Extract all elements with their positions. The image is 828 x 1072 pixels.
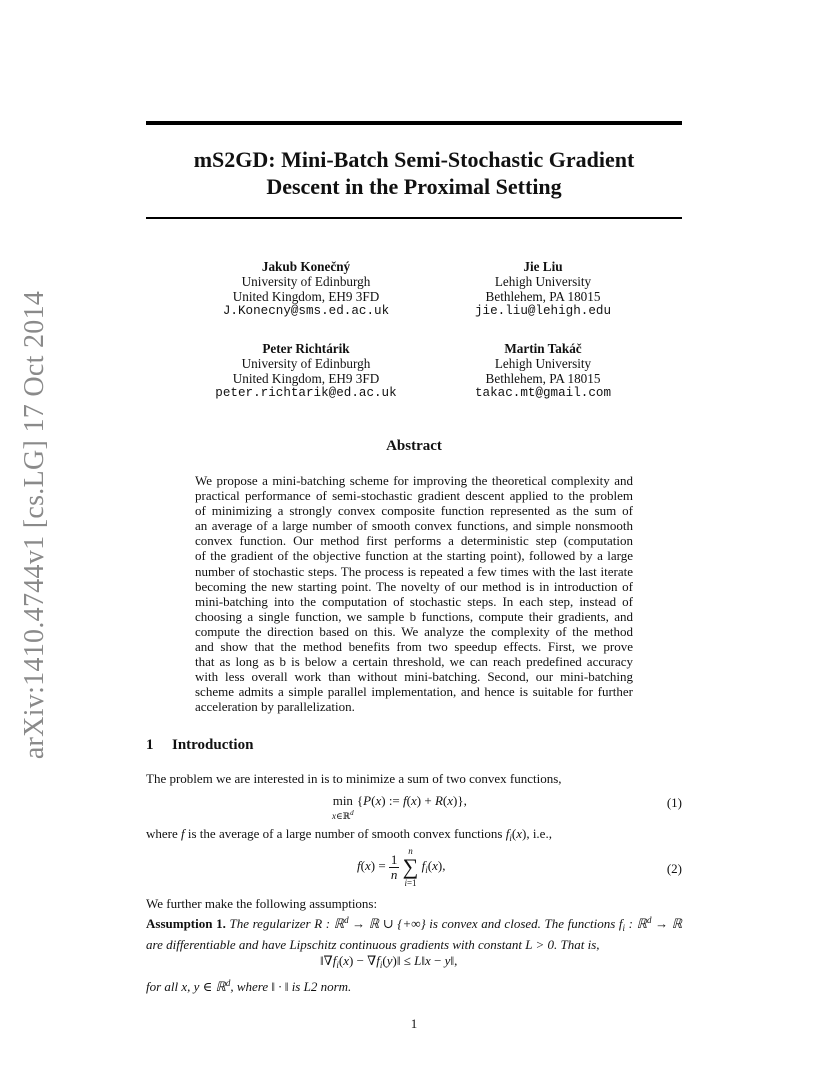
assumption-text: The regularizer R : ℝ [229, 916, 345, 931]
abstract-line: an average of a large number of smooth convex functions, and simple nonsmooth [195, 518, 633, 534]
author-email[interactable]: jie.liu@lehigh.edu [474, 304, 612, 318]
paper-title-line2: Descent in the Proximal Setting [266, 174, 562, 199]
author-address: United Kingdom, EH9 3FD [232, 371, 380, 386]
equation-1: min x∈ℝ$^d$ {P(x) := f(x) + R(x)}, [332, 793, 467, 821]
abstract-line: with less overall work than without mini-batching. Second, our mini-batching [195, 669, 633, 685]
assumption-text: , where ‖ · ‖ is L2 norm. [230, 979, 352, 994]
abstract-line: convex function. Our method first performs a deterministic step (computation [195, 533, 633, 549]
author-email[interactable]: J.Konecny@sms.ed.ac.uk [222, 304, 390, 318]
abstract-line: practical performance of semi-stochastic gradient descent applied to the problem [195, 488, 633, 504]
abstract-heading: Abstract [386, 438, 442, 454]
author-affiliation: Lehigh University [494, 356, 592, 371]
author-address: Bethlehem, PA 18015 [485, 371, 601, 386]
abstract-line: We propose a mini-batching scheme for improving the theoretical complexity and [195, 473, 633, 488]
abstract-line: number of stochastic steps. The process is repeated a few times with the last iterate [195, 563, 633, 579]
author-block [181, 341, 431, 401]
abstract-line: becoming the new starting point. The novelty of our method is in introduction of [195, 578, 633, 594]
assumption-text: : [625, 916, 634, 931]
assumption-tail: for all x, y ∈ ℝ$^d$, where ‖ · ‖ is L2 norm. [146, 978, 352, 994]
section-title: Introduction [172, 737, 254, 753]
intro-paragraph-3: We further make the following assumptions: [146, 896, 378, 911]
author-affiliation: University of Edinburgh [241, 356, 371, 371]
author-block [418, 341, 668, 401]
para2-post: , i.e., [526, 826, 552, 841]
abstract-line: of minimizing a strongly convex composite function represented as the sum of [195, 503, 633, 519]
author-block [418, 259, 668, 319]
author-address: United Kingdom, EH9 3FD [232, 289, 380, 304]
author-name: Jakub Konečný [261, 259, 351, 274]
assumption-text: ℝ [636, 916, 647, 931]
section-heading [146, 737, 253, 754]
assumption-1: Assumption 1. The regularizer R : ℝ$^d$ → ℝ ∪ {+∞} is convex and closed. The functions $f_i$ : ℝ$^d$ → ℝ are differentiable and have Lipschitz continuous gradients with constant L > 0. That is, [146, 915, 682, 952]
lipschitz-equation: $‖\nabla f_i(x)$ − $\nabla f_i(y)‖$ ≤ L‖x − y‖, [320, 953, 458, 970]
title-bottom-rule [146, 217, 682, 219]
assumption-text: → ℝ are differentiable and have Lipschitz continuous gradients with constant L > 0. That is, [146, 916, 682, 952]
para2-mid: is the average of a large number of smooth convex functions [184, 826, 506, 841]
assumption-text: for all x, y ∈ ℝ [146, 979, 226, 994]
section-number: 1 [146, 737, 154, 753]
abstract-line: scheme admits a simple parallel implementation, and hence is suitable for further [195, 684, 633, 700]
abstract-body [195, 473, 633, 715]
abstract-line: and show that the method benefits from two speedup effects. First, we prove [195, 639, 633, 655]
title-top-rule [146, 121, 682, 125]
intro-paragraph-2: where f is the average of a large number of smooth convex functions $f_i(x)$, i.e., [146, 826, 552, 843]
para2-pre: where [146, 826, 182, 841]
equation-2: f(x) = $\frac{1}{n}$ n ∑ i=1 $f_i(x)$, [357, 846, 446, 888]
abstract-line: acceleration by parallelization. [195, 699, 355, 715]
author-email[interactable]: peter.richtarik@ed.ac.uk [215, 386, 397, 400]
author-affiliation: Lehigh University [494, 274, 592, 289]
author-name: Jie Liu [523, 259, 563, 274]
abstract-line: that as long as b is below a certain threshold, we can reach predefined accuracy [195, 654, 633, 670]
abstract-line: choosing a single function, we sample b functions, compute their gradients, and [195, 608, 633, 624]
abstract-line: of the gradient of the objective function at the starting point), followed by a large [195, 548, 633, 564]
author-name: Martin Takáč [504, 341, 582, 356]
assumption-lead: Assumption 1. [146, 916, 226, 931]
page-number: 1 [410, 1016, 418, 1031]
author-affiliation: University of Edinburgh [241, 274, 371, 289]
intro-paragraph-1: The problem we are interested in is to minimize a sum of two convex functions, [146, 771, 562, 786]
paper-title-line1: mS2GD: Mini-Batch Semi-Stochastic Gradient [193, 147, 635, 172]
arxiv-stamp: arXiv:1410.4744v1 [cs.LG] 17 Oct 2014 [19, 290, 50, 760]
author-block [181, 259, 431, 319]
author-email[interactable]: takac.mt@gmail.com [474, 386, 612, 400]
abstract-line: compute the direction based on this. We analyze the complexity of the method [195, 623, 633, 639]
equation-2-number: (2) [666, 861, 682, 876]
assumption-text: → ℝ ∪ {+∞} is convex and closed. The functions f [348, 916, 623, 931]
abstract-line: mini-batching into the computation of stochastic steps. In each step, instead of [195, 593, 633, 609]
equation-1-number: (1) [666, 795, 682, 810]
author-name: Peter Richtárik [262, 341, 350, 356]
author-address: Bethlehem, PA 18015 [485, 289, 601, 304]
